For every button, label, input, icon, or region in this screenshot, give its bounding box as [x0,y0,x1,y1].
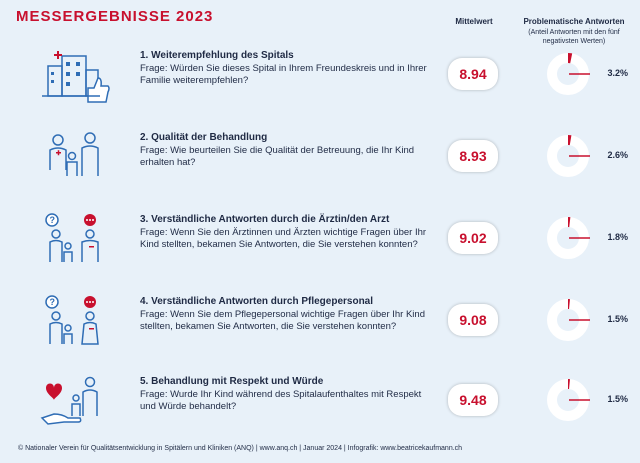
question-title: 5. Behandlung mit Respekt und Würde [140,376,324,387]
mean-value: 8.93 [448,140,498,172]
question-text: Frage: Wenn Sie dem Pflegepersonal wichtige Fragen über Ihr Kind stellten, bekamen Sie Antworten, die Sie verstehen konnten? [140,309,425,332]
result-row-3 [0,212,640,292]
problematic-percent: 1.5% [607,394,628,404]
problematic-percent: 1.5% [607,314,628,324]
result-row-5 [0,374,640,454]
question-text: Frage: Würden Sie dieses Spital in Ihrem Freundeskreis und in Ihrer Familie weiterempfehlen? [140,63,427,86]
page-title: MESSERGEBNISSE 2023 [16,8,214,25]
question-title: 2. Qualität der Behandlung [140,132,268,143]
doctor-parent-child-icon [40,130,110,190]
problematic-donut [546,216,590,260]
problematic-percent: 1.8% [607,232,628,242]
result-row-2 [0,130,640,210]
footer-credits: © Nationaler Verein für Qualitätsentwicklung in Spitälern und Kliniken (ANQ) | www.anq.ch | Januar 2024 | Infografik: www.beatricekaufmann.ch [18,445,463,452]
question-title: 4. Verständliche Antworten durch Pflegepersonal [140,296,374,307]
question-title: 3. Verständliche Antworten durch die Ärztin/den Arzt [140,214,390,225]
svg-text:?: ? [49,215,55,225]
question-title: 1. Weiterempfehlung des Spitals [140,50,294,61]
mean-value: 8.94 [448,58,498,90]
result-row-4 [0,294,640,374]
mean-value: 9.08 [448,304,498,336]
svg-text:?: ? [49,297,55,307]
question-text: Frage: Wenn Sie den Ärztinnen und Ärzten wichtige Fragen über Ihr Kind stellten, bekamen Sie Antworten, die Sie verstehen konnten? [140,227,427,250]
header-problematic-subtitle: (Anteil Antworten mit den fünf negativsten Werten) [528,29,620,45]
question-text: Frage: Wurde Ihr Kind während des Spitalaufenthaltes mit Respekt und Würde behandelt? [140,389,422,412]
problematic-donut [546,134,590,178]
header-mean: Mittelwert [455,17,493,26]
mean-value: 9.02 [448,222,498,254]
hospital-thumbs-up-icon [40,48,110,108]
result-row-1 [0,48,640,128]
question-text: Frage: Wie beurteilen Sie die Qualität der Betreuung, die Ihr Kind erhalten hat? [140,145,415,168]
problematic-donut [546,52,590,96]
nurse-conversation-icon [40,294,110,354]
problematic-donut [546,298,590,342]
problematic-percent: 2.6% [607,150,628,160]
problematic-percent: 3.2% [607,68,628,78]
mean-value: 9.48 [448,384,498,416]
problematic-donut [546,378,590,422]
heart-hand-family-icon [40,374,110,434]
doctor-conversation-icon [40,212,110,272]
header-problematic: Problematische Antworten [523,17,625,26]
